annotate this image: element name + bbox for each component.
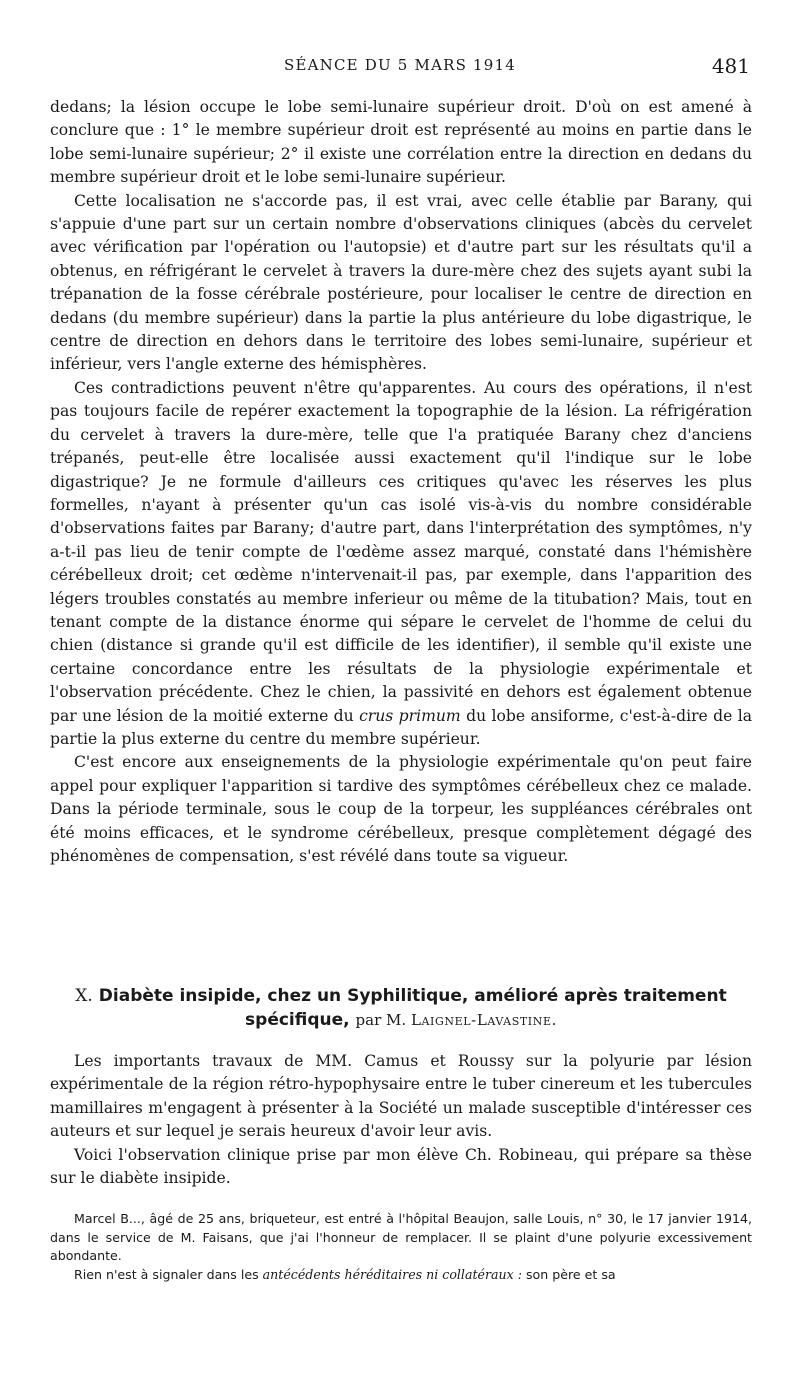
case-line-end: son père et sa (526, 1266, 616, 1282)
section-by: par M. (355, 1011, 407, 1029)
case-line-italic: antécédents héréditaires ni collatéraux : (262, 1266, 522, 1282)
paragraph-text: Ces contradictions peuvent n'être qu'apparentes. Au cours des opérations, il n'est pas toujours facile de repérer exactement la topographie de la lésion. La réfrigération du cervelet à travers la dure-mère, telle que l'a pratiquée Barany chez d'anciens trépanés, peut-elle être localisée aussi exactement qu'il l'indique sur le lobe digastrique? Je ne formule d'ailleurs ces critiques qu'avec les réserves les plus formelles, n'ayant à présenter qu'un cas isolé vis-à-vis du nombre considérable d'observations faites par Barany; d'autre part, dans l'interprétation des symptômes, n'y a-t-il pas lieu de tenir compte de l'œdème assez marqué, constaté dans l'hémishère cérébelleux droit; cet œdème n'intervenait-il pas, par exemple, dans l'apparition des légers troubles constatés au membre inferieur ou même de la titubation? Mais, tout en tenant compte de la distance énorme qui sépare le cervelet de l'homme de celui du chien (distance si grande qu'il est difficile de les identifier), il semble qu'il existe une certaine concordance entre les résultats de la physiologie expérimentale et l'observation précédente. Chez le chien, la passivité en dehors est également obtenue par une lésion de la moitié externe du (50, 378, 752, 725)
paragraph: Cette localisation ne s'accorde pas, il est vrai, avec celle établie par Barany, qui s'appuie d'une part sur un certain nombre d'observations cliniques (abcès du cervelet avec vérification par l'opération ou l'autopsie) et d'autre part sur les résultats qu'il a obtenus, en réfrigérant le cervelet à travers la dure-mère chez des sujets ayant subi la trépanation de la fosse cérébrale postérieure, pour localiser le centre de direction en dedans (du membre supérieur) dans la partie la plus antérieure du lobe digastrique, le centre de direction en dehors dans le territoire des lobes semi-lunaire, supérieur et inférieur, vers l'angle externe des hémisphères. (50, 191, 752, 374)
page-header (50, 56, 750, 84)
paragraph: Les importants travaux de MM. Camus et Roussy sur la polyurie par lésion expérimentale de la région rétro-hypophysaire entre le tuber cinereum et les tubercules mamillaires m'engagent à présenter à la Société un malade susceptible d'intéresser ces auteurs et sur lequel je serais heureux d'avoir leur avis. (50, 1052, 752, 1141)
section-title (50, 984, 752, 1032)
section-author-line (356, 1011, 557, 1029)
running-head: SÉANCE DU 5 MARS 1914 (283, 56, 517, 74)
paragraph (50, 377, 752, 752)
section-author: Laignel-Lavastine. (410, 1011, 557, 1029)
section-text (50, 1050, 752, 1190)
page-number: 481 (711, 54, 750, 78)
section-x (50, 984, 752, 1284)
section-heading: Diabète insipide, chez un Syphilitique, amélioré après traitement spécifique, (98, 986, 727, 1030)
paragraph-tail: du lobe ansiforme, c'est-à-dire de la partie la plus externe du centre du membre supérieur. (50, 706, 752, 748)
case-report (50, 1210, 752, 1284)
body-text (50, 96, 752, 868)
italic-phrase: crus primum (359, 706, 461, 725)
paragraph: Voici l'observation clinique prise par mon élève Ch. Robineau, qui prépare sa thèse sur le diabète insipide. (50, 1145, 752, 1188)
paragraph: dedans; la lésion occupe le lobe semi-lunaire supérieur droit. D'où on est amené à conclure que : 1° le membre supérieur droit est représenté au moins en partie dans le lobe semi-lunaire supérieur; 2° il existe une corrélation entre la direction en dedans du membre supérieur droit et le lobe semi-lunaire supérieur. (50, 98, 752, 187)
case-paragraph: Marcel B..., âgé de 25 ans, briqueteur, est entré à l'hôpital Beaujon, salle Louis, n° 30, le 17 janvier 1914, dans le service de M. Faisans, que j'ai l'honneur de remplacer. Il se plaint d'une polyurie excessivement abondante. (50, 1211, 752, 1264)
paragraph: C'est encore aux enseignements de la physiologie expérimentale qu'on peut faire appel pour expliquer l'apparition si tardive des symptômes cérébelleux chez ce malade. Dans la période terminale, sous le coup de la torpeur, les suppléances cérébrales ont été moins efficaces, et le syndrome cérébelleux, presque complètement dégagé des phénomènes de compensation, s'est révélé dans toute sa vigueur. (50, 753, 752, 865)
case-line-start: Rien n'est à signaler dans les (74, 1266, 259, 1282)
section-number: X. (75, 986, 93, 1006)
case-paragraph (50, 1266, 752, 1285)
